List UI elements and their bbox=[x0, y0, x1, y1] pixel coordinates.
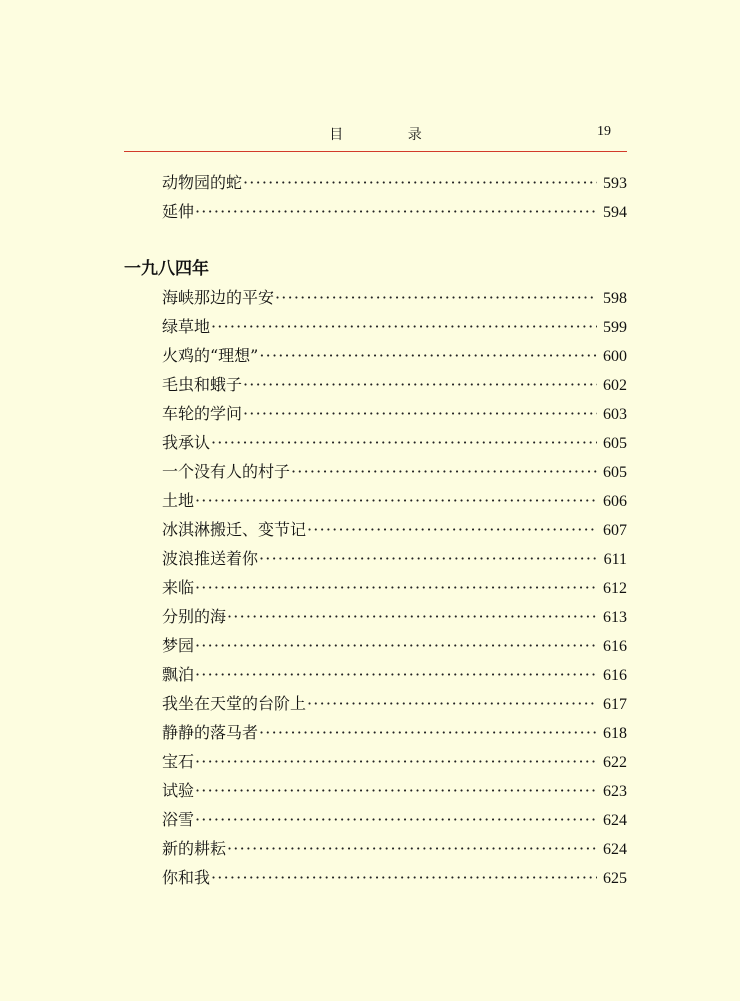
toc-entry-page: 599 bbox=[603, 319, 627, 336]
toc-entry-title: 宝石 bbox=[162, 752, 195, 771]
toc-entry bbox=[162, 806, 627, 834]
toc-entry-title: 静静的落马者 bbox=[162, 723, 259, 742]
leader-dots bbox=[195, 661, 597, 689]
toc-entry-title: 毛虫和蛾子 bbox=[162, 375, 243, 394]
toc-entry-page: 624 bbox=[603, 841, 627, 858]
toc-entry bbox=[162, 719, 627, 747]
toc-entry-title: 试验 bbox=[162, 781, 195, 800]
toc-entry-title: 火鸡的“理想” bbox=[162, 346, 259, 365]
running-header bbox=[124, 124, 627, 150]
toc-entry-title: 飘泊 bbox=[162, 665, 195, 684]
toc-entry bbox=[162, 429, 627, 457]
leader-dots bbox=[259, 719, 597, 747]
toc-entry bbox=[162, 516, 627, 544]
toc-entry bbox=[162, 313, 627, 341]
toc-entry-title: 动物园的蛇 bbox=[162, 173, 243, 192]
toc-entry-title: 冰淇淋搬迁、变节记 bbox=[162, 520, 307, 539]
toc-entry bbox=[162, 169, 627, 197]
toc-entry bbox=[162, 284, 627, 312]
leader-dots bbox=[195, 487, 597, 515]
leader-dots bbox=[211, 313, 597, 341]
toc-entry-page: 607 bbox=[603, 522, 627, 539]
leader-dots bbox=[307, 690, 597, 718]
toc-entry-title: 新的耕耘 bbox=[162, 839, 227, 858]
section-heading: 一九八四年 bbox=[124, 259, 209, 279]
toc-entry-page: 616 bbox=[603, 667, 627, 684]
toc-entry bbox=[162, 632, 627, 660]
leader-dots bbox=[243, 400, 597, 428]
leader-dots bbox=[291, 458, 597, 486]
toc-entry-page: 605 bbox=[603, 464, 627, 481]
toc-entry-page: 623 bbox=[603, 783, 627, 800]
toc-entry-title: 我坐在天堂的台阶上 bbox=[162, 694, 307, 713]
toc-entry-title: 海峡那边的平安 bbox=[162, 288, 275, 307]
toc-entry-page: 603 bbox=[603, 406, 627, 423]
toc-entry bbox=[162, 458, 627, 486]
toc-entry bbox=[162, 864, 627, 892]
toc-entry-page: 625 bbox=[603, 870, 627, 887]
toc-entry bbox=[162, 487, 627, 515]
header-page-number: 19 bbox=[597, 124, 611, 139]
toc-entry bbox=[162, 748, 627, 776]
toc-entry-title: 一个没有人的村子 bbox=[162, 462, 291, 481]
toc-entry-page: 611 bbox=[603, 551, 627, 568]
toc-entry bbox=[162, 574, 627, 602]
leader-dots bbox=[195, 574, 597, 602]
toc-entry-page: 594 bbox=[603, 204, 627, 221]
leader-dots bbox=[259, 342, 597, 370]
toc-entry-page: 618 bbox=[603, 725, 627, 742]
leader-dots bbox=[211, 429, 597, 457]
toc-entry-title: 我承认 bbox=[162, 433, 211, 452]
toc-entry-page: 598 bbox=[603, 290, 627, 307]
toc-entry-title: 浴雪 bbox=[162, 810, 195, 829]
toc-entry bbox=[162, 603, 627, 631]
toc-entry-title: 土地 bbox=[162, 491, 195, 510]
toc-entry bbox=[162, 198, 627, 226]
toc-entry-page: 593 bbox=[603, 175, 627, 192]
header-rule bbox=[124, 151, 627, 152]
leader-dots bbox=[195, 777, 597, 805]
toc-entry bbox=[162, 545, 627, 573]
toc-entry-page: 600 bbox=[603, 348, 627, 365]
toc-entry bbox=[162, 661, 627, 689]
header-title: 目 录 bbox=[329, 127, 452, 143]
toc-entry-title: 波浪推送着你 bbox=[162, 549, 259, 568]
leader-dots bbox=[275, 284, 597, 312]
toc-entry bbox=[162, 400, 627, 428]
leader-dots bbox=[227, 603, 597, 631]
toc-entry-title: 分别的海 bbox=[162, 607, 227, 626]
toc-entry-title: 绿草地 bbox=[162, 317, 211, 336]
toc-entry-page: 622 bbox=[603, 754, 627, 771]
toc-entry bbox=[162, 342, 627, 370]
toc-entry-page: 617 bbox=[603, 696, 627, 713]
leader-dots bbox=[259, 545, 598, 573]
leader-dots bbox=[227, 835, 597, 863]
leader-dots bbox=[243, 169, 597, 197]
leader-dots bbox=[195, 806, 597, 834]
toc-entry-title: 车轮的学问 bbox=[162, 404, 243, 423]
toc-entry-page: 602 bbox=[603, 377, 627, 394]
toc-entry-title: 延伸 bbox=[162, 202, 195, 221]
toc-entry-page: 612 bbox=[603, 580, 627, 597]
toc-entry-title: 来临 bbox=[162, 578, 195, 597]
toc-entry-title: 你和我 bbox=[162, 868, 211, 887]
leader-dots bbox=[195, 632, 597, 660]
toc-entry bbox=[162, 777, 627, 805]
toc-entry bbox=[162, 690, 627, 718]
leader-dots bbox=[195, 198, 597, 226]
leader-dots bbox=[211, 864, 597, 892]
toc-entry bbox=[162, 835, 627, 863]
toc-entry-page: 605 bbox=[603, 435, 627, 452]
leader-dots bbox=[195, 748, 597, 776]
toc-entry-title: 梦园 bbox=[162, 636, 195, 655]
toc-entry-page: 613 bbox=[603, 609, 627, 626]
toc-entry bbox=[162, 371, 627, 399]
toc-entry-page: 616 bbox=[603, 638, 627, 655]
leader-dots bbox=[307, 516, 597, 544]
toc-entry-page: 606 bbox=[603, 493, 627, 510]
toc-entry-page: 624 bbox=[603, 812, 627, 829]
leader-dots bbox=[243, 371, 597, 399]
